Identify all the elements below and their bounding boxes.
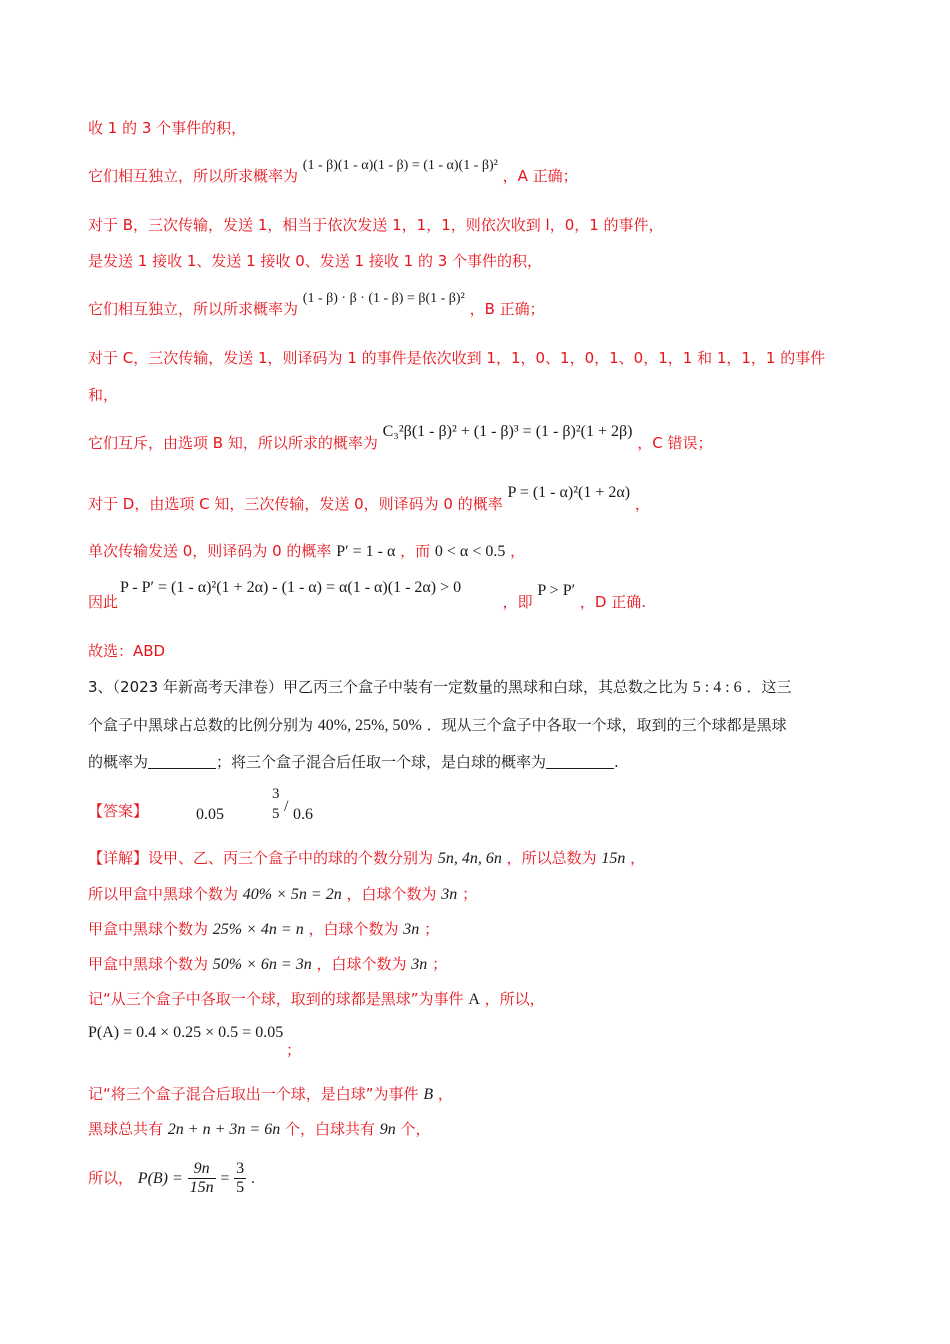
detail-line-6-end: ； <box>286 1041 302 1059</box>
formula-a: (1 - β)(1 - α)(1 - β) = (1 - α)(1 - β)² <box>302 158 498 173</box>
detail-line-2: 所以甲盒中黑球个数为 40% × 5n = 2n ，白球个数为 3n ； <box>88 885 478 903</box>
detail-line-9: 所以， P(B) = $\frac{9n}{15n}$ = $\frac{3}{5}$ . <box>88 1160 255 1196</box>
percent-formula: 40%, 25%, 50% <box>317 717 422 734</box>
solution-line-4: 是发送 1 接收 1、发送 1 接收 0、发送 1 接收 1 的 3 个事件的积， <box>88 252 543 270</box>
solution-line-2: 它们相互独立，所以所求概率为 (1 - β)(1 - α)(1 - β) = (1 - α)(1 - β)² ，A 正确； <box>88 158 578 185</box>
solution-line-7: 和， <box>88 386 119 404</box>
detail-line-4: 甲盒中黑球个数为 50% × 6n = 3n ，白球个数为 3n ； <box>88 955 448 973</box>
ratio-formula: 5 : 4 : 6 <box>692 679 742 696</box>
answer-value-2: 0.6 <box>293 806 313 823</box>
detail-line-6 <box>88 1022 283 1043</box>
formula-c: C₃²β(1 - β)² + (1 - β)³ = (1 - β)²(1 + 2β) <box>382 423 633 440</box>
answer-value-1: 0.05 <box>196 806 224 823</box>
answer-fraction-num: 3 <box>272 786 280 802</box>
formula-p-gt: P > P′ <box>537 582 576 599</box>
solution-line-10: 单次传输发送 0，则译码为 0 的概率 P′ = 1 - α ，而 0 < α < 0.5 ， <box>88 542 526 560</box>
formula-b: (1 - β) · β · (1 - β) = β(1 - β)² <box>302 291 465 306</box>
answer-tag: 【答案】 <box>88 802 149 820</box>
answer-fraction-den: 5 <box>272 806 280 822</box>
solution-line-3: 对于 B，三次传输，发送 1，相当于依次发送 1，1，1，则依次收到 l，0，1 的事件， <box>88 216 664 234</box>
detail-line-3: 甲盒中黑球个数为 25% × 4n = n ，白球个数为 3n ； <box>88 920 440 938</box>
solution-line-5: 它们相互独立，所以所求概率为 (1 - β) · β · (1 - β) = β(1 - β)² ，B 正确； <box>88 291 545 318</box>
solution-line-11: 因此 ，即 P > P′ ，D 正确. <box>88 582 646 611</box>
detail-line-5: 记“从三个盒子中各取一个球，取到的球都是黑球”为事件 A ，所以， <box>88 990 545 1008</box>
detail-tag: 【详解】 <box>88 849 149 867</box>
solution-line-1: 收 1 的 3 个事件的积， <box>88 119 247 137</box>
detail-line-1: 【详解】设甲、乙、丙三个盒子中的球的个数分别为 5n, 4n, 6n ，所以总数为 15n ， <box>88 849 646 867</box>
solution-line-6: 对于 C，三次传输，发送 1，则译码为 1 的事件是依次收到 1，1，0、1，0，1、0，1，1 和 1，1，1 的事件 <box>88 349 826 367</box>
detail-line-8: 黑球总共有 2n + n + 3n = 6n 个，白球共有 9n 个， <box>88 1120 431 1138</box>
formula-p-a: P(A) = 0.4 × 0.25 × 0.5 = 0.05 <box>88 1024 284 1041</box>
question-line-2: 个盒子中黑球占总数的比例分别为 40%, 25%, 50% ．现从三个盒子中各取一个球，取到的三个球都是黑球 <box>88 716 787 734</box>
fraction-9n-15n: $\frac{9n}{15n}$ <box>189 1160 214 1196</box>
formula-alpha-range: 0 < α < 0.5 <box>434 543 506 560</box>
solution-line-9: 对于 D，由选项 C 知，三次传输，发送 0，则译码为 0 的概率 P = (1 - α)²(1 + 2α) ， <box>88 484 650 513</box>
formula-p-prime: P′ = 1 - α <box>336 543 396 560</box>
answer-blank-2 <box>546 754 614 769</box>
formula-d: P = (1 - α)²(1 + 2α) <box>507 484 631 501</box>
conclusion-line: 故选：ABD <box>88 642 166 660</box>
question-line-1: 3、（2023 年新高考天津卷）甲乙丙三个盒子中装有一定数量的黑球和白球，其总数之比为 5 : 4 : 6 ．这三 <box>88 678 792 696</box>
answer-blank-1 <box>148 754 216 769</box>
question-line-3: 的概率为 ；将三个盒子混合后任取一个球，是白球的概率为 . <box>88 753 619 771</box>
fraction-3-5: $\frac{3}{5}$ <box>236 1160 245 1196</box>
answer-separator: / <box>284 798 289 815</box>
formula-difference: P - P′ = (1 - α)²(1 + 2α) - (1 - α) = α(1 - α)(1 - 2α) > 0 <box>120 579 462 596</box>
detail-line-7: 记“将三个盒子混合后取出一个球，是白球”为事件 B ， <box>88 1085 453 1103</box>
solution-line-8: 它们互斥，由选项 B 知，所以所求的概率为 C₃²β(1 - β)² + (1 - β)³ = (1 - β)²(1 + 2β) ，C 错误； <box>88 423 713 452</box>
